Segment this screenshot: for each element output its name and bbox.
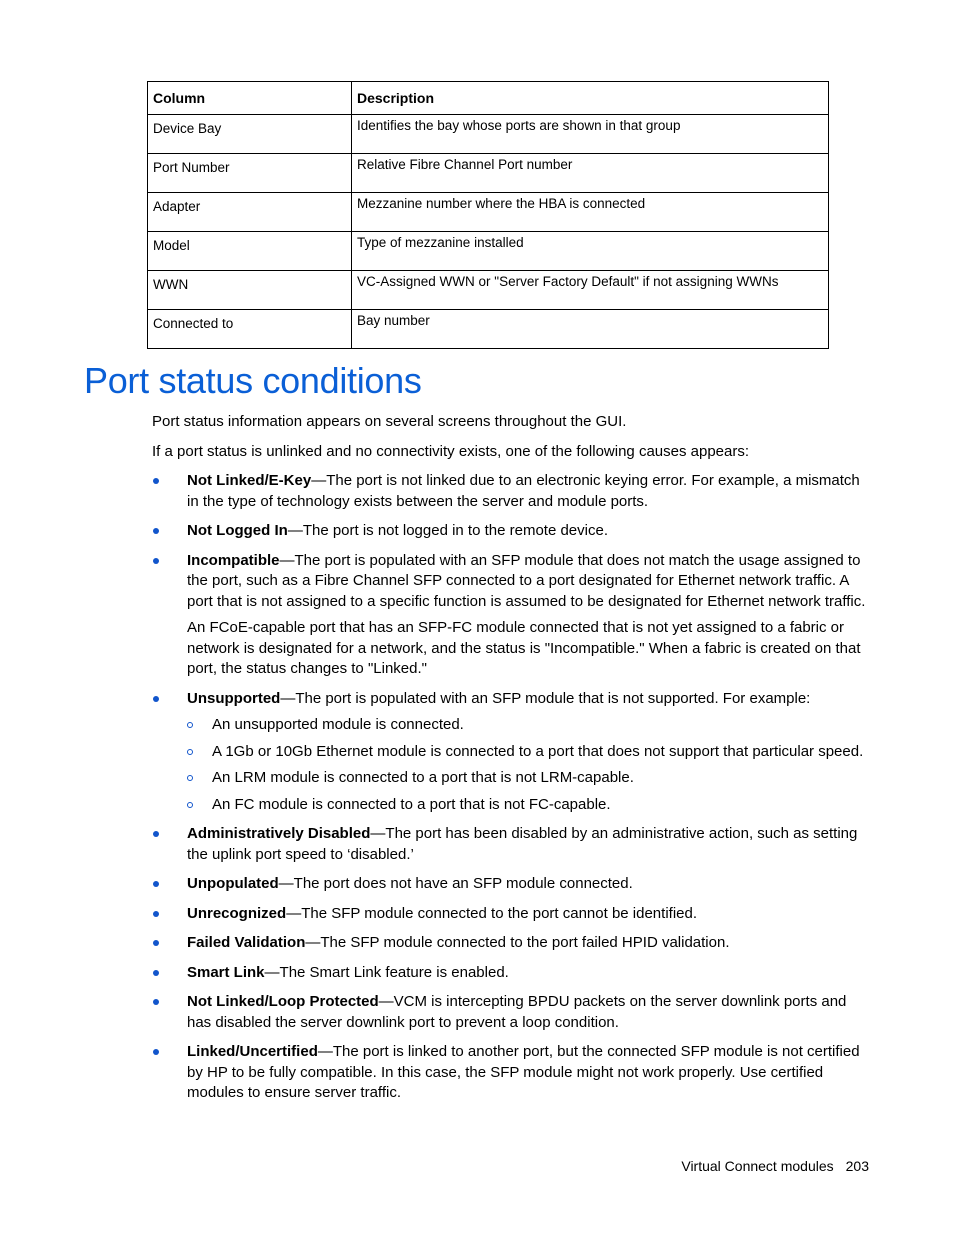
- sub-item-text: An LRM module is connected to a port that is not LRM-capable.: [212, 769, 634, 786]
- list-item: [152, 471, 870, 512]
- table-cell-column: Connected to: [148, 310, 352, 349]
- list-item: [152, 521, 870, 542]
- list-item: [152, 874, 870, 895]
- status-list: [152, 471, 870, 1104]
- sub-item-text: A 1Gb or 10Gb Ethernet module is connected to a port that does not support that particular speed.: [212, 742, 864, 760]
- circle-bullet-icon: [187, 749, 193, 755]
- table-cell-description: Relative Fibre Channel Port number: [352, 154, 829, 193]
- table-header-row: [148, 82, 829, 115]
- bullet-icon: [153, 831, 159, 837]
- page-number: 203: [845, 1158, 869, 1174]
- status-term: Administratively Disabled: [187, 825, 371, 842]
- bullet-icon: [153, 999, 159, 1005]
- status-description: —The SFP module connected to the port failed HPID validation.: [305, 934, 730, 951]
- table-cell-description: Bay number: [352, 310, 829, 349]
- status-description: —The port is linked to another port, but the connected SFP module is not certified by HP to be fully compatible. In this case, the SFP module might not work properly. Use certified modules to ensure server traffic.: [187, 1043, 860, 1101]
- intro-paragraph: Port status information appears on several screens throughout the GUI.: [152, 413, 627, 430]
- bullet-icon: [153, 911, 159, 917]
- table-row: [148, 310, 829, 349]
- table-cell-description: Mezzanine number where the HBA is connected: [352, 193, 829, 232]
- table-cell-description: Type of mezzanine installed: [352, 232, 829, 271]
- status-description: —VCM is intercepting BPDU packets on the server downlink ports and has disabled the server downlink port to prevent a loop condition.: [187, 993, 847, 1031]
- table-cell-column: Device Bay: [148, 115, 352, 154]
- status-term: Not Logged In: [187, 522, 288, 539]
- sub-list-item: [187, 715, 870, 736]
- status-term: Smart Link: [187, 963, 265, 981]
- table-cell-column: Port Number: [148, 154, 352, 193]
- page-footer: [681, 1158, 869, 1174]
- intro-paragraph: If a port status is unlinked and no connectivity exists, one of the following causes appears:: [152, 442, 750, 460]
- status-note: An FCoE-capable port that has an SFP-FC module connected that is not yet assigned to a fabric or network is designated for a network, and the status is "Incompatible." When a fabric is created on that port, the status changes to "Linked.": [187, 619, 861, 677]
- table-row: [148, 154, 829, 193]
- table-row: [148, 271, 829, 310]
- bullet-icon: [153, 558, 159, 564]
- sub-item-text: An FC module is connected to a port that is not FC-capable.: [212, 795, 611, 813]
- status-description: —The Smart Link feature is enabled.: [264, 963, 509, 981]
- bullet-icon: [153, 940, 159, 946]
- status-term: Unrecognized: [187, 904, 287, 922]
- status-description: —The port is not linked due to an electronic keying error. For example, a mismatch in the type of technology exists between the server and module ports.: [187, 472, 860, 510]
- bullet-icon: [153, 970, 159, 976]
- table-cell-column: Model: [148, 232, 352, 271]
- status-description: —The port is populated with an SFP module that does not match the usage assigned to the port, such as a Fibre Channel SFP connected to a port designated for Ethernet network traffic. A port that is not assigned to a specific function is assumed to be designated for Ethernet network traffic.: [187, 551, 866, 610]
- circle-bullet-icon: [187, 802, 193, 808]
- header-description: Description: [352, 82, 829, 115]
- list-item: [152, 963, 870, 984]
- bullet-icon: [153, 696, 159, 702]
- table-cell-column: WWN: [148, 271, 352, 310]
- list-item: [152, 933, 870, 954]
- status-description: —The port is not logged in to the remote device.: [287, 522, 608, 539]
- list-item: [152, 992, 870, 1033]
- status-term: Not Linked/Loop Protected: [187, 993, 379, 1010]
- bullet-icon: [153, 881, 159, 887]
- table-cell-column: Adapter: [148, 193, 352, 232]
- status-description: —The port does not have an SFP module connected.: [278, 875, 633, 892]
- sub-list-item: [187, 795, 870, 816]
- table-cell-description: VC-Assigned WWN or "Server Factory Default" if not assigning WWNs: [352, 271, 829, 310]
- status-term: Not Linked/E-Key: [187, 472, 312, 489]
- sub-list-item: [187, 768, 870, 789]
- table-row: [148, 115, 829, 154]
- sub-list-item: [187, 742, 870, 763]
- status-term: Failed Validation: [187, 934, 306, 951]
- circle-bullet-icon: [187, 775, 193, 781]
- status-term: Incompatible: [187, 551, 280, 569]
- column-description-table: [147, 81, 829, 349]
- status-term: Unsupported: [187, 689, 281, 707]
- list-item: [152, 824, 870, 865]
- section-title: Port status conditions: [84, 360, 422, 401]
- table-row: [148, 193, 829, 232]
- bullet-icon: [153, 528, 159, 534]
- list-item: [152, 1042, 870, 1104]
- list-item: [152, 689, 870, 816]
- table-row: [148, 232, 829, 271]
- bullet-icon: [153, 478, 159, 484]
- section-body: [152, 412, 870, 1113]
- list-item: [152, 551, 870, 680]
- table-cell-description: Identifies the bay whose ports are shown in that group: [352, 115, 829, 154]
- footer-section-name: Virtual Connect modules: [681, 1158, 834, 1174]
- status-description: —The port has been disabled by an administrative action, such as setting the uplink port speed to ‘disabled.’: [187, 825, 858, 863]
- header-column: Column: [148, 82, 352, 115]
- status-term: Unpopulated: [187, 875, 279, 892]
- bullet-icon: [153, 1049, 159, 1055]
- example-list: [187, 715, 870, 815]
- list-item: [152, 904, 870, 925]
- status-term: Linked/Uncertified: [187, 1043, 318, 1060]
- sub-item-text: An unsupported module is connected.: [212, 716, 464, 733]
- circle-bullet-icon: [187, 722, 193, 728]
- status-description: —The port is populated with an SFP module that is not supported. For example:: [280, 689, 811, 707]
- status-description: —The SFP module connected to the port cannot be identified.: [286, 904, 698, 922]
